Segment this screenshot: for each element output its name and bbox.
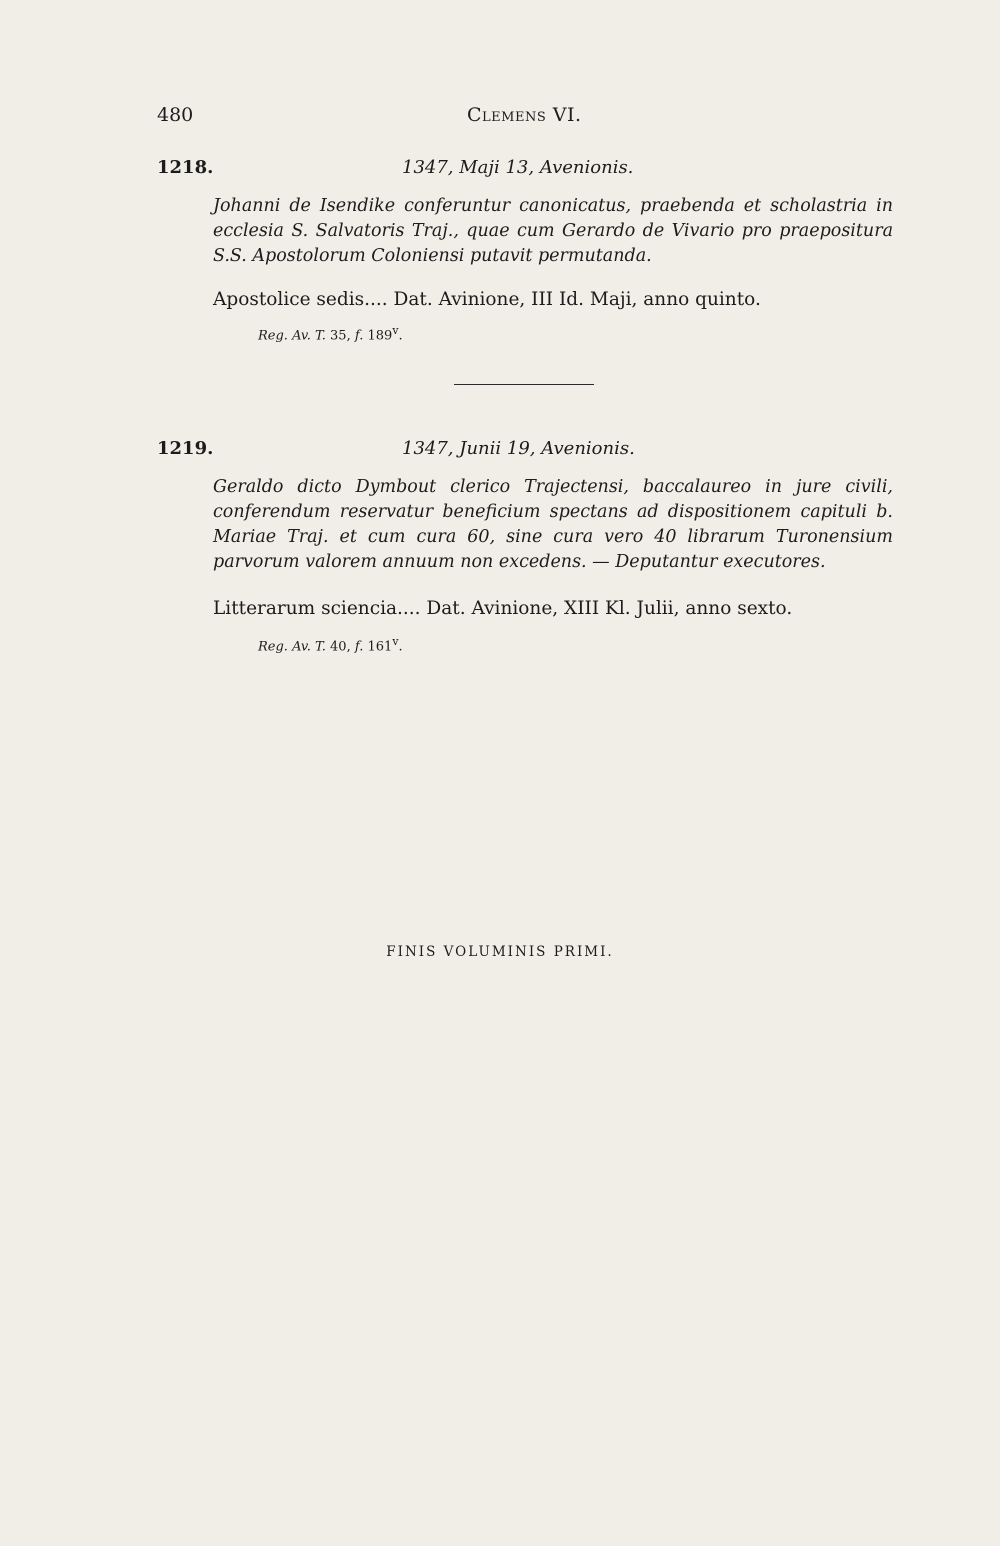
reference-folio-sup: v <box>392 324 399 337</box>
entry-date: 1347, Maji 13, Avenionis. <box>402 157 634 178</box>
reference-end: . <box>398 639 403 655</box>
reference-label: Reg. Av. T. <box>258 328 326 344</box>
entry-formula: Litterarum sciencia.... Dat. Avinione, XIII Kl. Julii, anno sexto. <box>213 598 793 619</box>
entry-summary: Johanni de Isendike conferuntur canonicatus, praebenda et scholastria in ecclesia S. Salvatoris Traj., quae cum Gerardo de Vivario pro praepositura S.S. Apostolorum Coloniensi putavit permutanda. <box>213 196 893 266</box>
reference-folio-sup: v <box>392 635 399 648</box>
entry-reference <box>258 324 403 343</box>
reference-folio-label: f. <box>354 639 364 655</box>
reference-folio-label: f. <box>354 328 364 344</box>
reference-label: Reg. Av. T. <box>258 639 326 655</box>
running-head: Clemens VI. <box>467 104 582 126</box>
closing-line: FINIS VOLUMINIS PRIMI. <box>386 944 614 960</box>
entry-date: 1347, Junii 19, Avenionis. <box>402 438 635 459</box>
reference-volume: 35, <box>330 328 351 344</box>
reference-folio: 161 <box>367 639 393 655</box>
reference-volume: 40, <box>330 639 351 655</box>
entry-summary: Geraldo dicto Dymbout clerico Trajectensi, baccalaureo in jure civili, conferendum reservatur beneficium spectans ad dispositionem capituli b. Mariae Traj. et cum cura 60, sine cura vero 40 librarum Turonensium parvorum valorem annuum non excedens. — Deputantur executores. <box>213 477 893 572</box>
entry-formula: Apostolice sedis.... Dat. Avinione, III Id. Maji, anno quinto. <box>213 289 761 310</box>
entry-number: 1218. <box>157 157 214 178</box>
page-number: 480 <box>157 104 194 126</box>
entry-divider <box>454 384 594 385</box>
reference-folio: 189 <box>367 328 393 344</box>
entry-number: 1219. <box>157 438 214 459</box>
entry-reference <box>258 635 403 654</box>
reference-end: . <box>398 328 403 344</box>
